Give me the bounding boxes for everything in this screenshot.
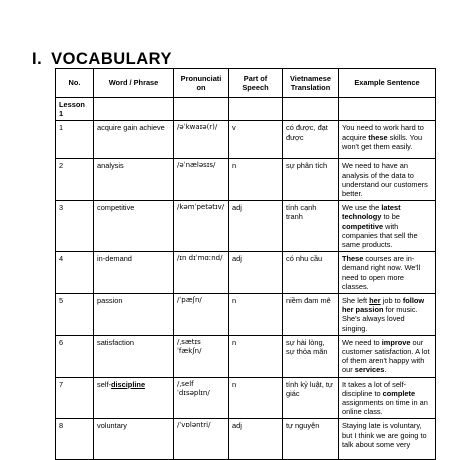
row-word: in-demand [94, 252, 174, 294]
example-emphasis: follow her passion [342, 296, 425, 315]
header-row [56, 69, 436, 98]
example-emphasis: competitive [342, 221, 384, 231]
row-vietnamese: có nhu cầu [283, 252, 339, 294]
example-text: We need to [342, 337, 382, 347]
lesson-row [56, 98, 436, 121]
header-word: Word / Phrase [94, 69, 174, 98]
example-emphasis: these [368, 132, 388, 142]
row-word: competitive [94, 201, 174, 252]
example-text: We need to have an analysis of the data to understand our customers better. [342, 161, 428, 199]
example-text: assignments on time in an online class. [342, 398, 428, 417]
header-pronunciation: Pronunciati on [174, 69, 229, 98]
row-vietnamese: niềm đam mê [283, 294, 339, 336]
row-pronunciation: /ˌself ˈdɪsəplɪn/ [174, 377, 229, 419]
example-text: skills. You won't get them easily. [342, 132, 423, 151]
example-text: We use the [342, 203, 382, 213]
section-heading [32, 50, 172, 69]
row-part-of-speech: adj [229, 419, 283, 460]
row-example [339, 419, 436, 460]
row-pronunciation: /ˌsætɪs ˈfækʃn/ [174, 335, 229, 377]
example-emphasis: complete [382, 388, 416, 398]
example-text: our customer satisfaction. A lot of them aren't happy with our [342, 337, 430, 375]
row-part-of-speech: n [229, 294, 283, 336]
row-part-of-speech: v [229, 121, 283, 159]
example-text: Staying late is voluntary, but I think we are going to talk about some very [342, 421, 427, 449]
row-number: 7 [56, 377, 94, 419]
example-text: with companies that sell the same products. [342, 221, 418, 250]
example-emphasis: latest technology [342, 203, 401, 222]
row-vietnamese: tự nguyện [283, 419, 339, 460]
row-example [339, 377, 436, 419]
lesson-empty-cell [174, 98, 229, 121]
row-word [94, 377, 174, 419]
example-text: courses are in-demand right now. We'll need to open more classes. [342, 254, 421, 291]
row-word: passion [94, 294, 174, 336]
example-text: for music. She's always loved singing. [342, 305, 418, 333]
row-vietnamese: tính cạnh tranh [283, 201, 339, 252]
row-pronunciation: /ˈvɒləntri/ [174, 419, 229, 460]
example-text: to be [381, 212, 400, 222]
lesson-empty-cell [283, 98, 339, 121]
table-row [56, 419, 436, 460]
header-part-of-speech: Part of Speech [229, 69, 283, 98]
word-emphasis: discipline [110, 379, 146, 389]
row-example [339, 201, 436, 252]
example-emphasis: her [369, 296, 381, 306]
table-row [56, 335, 436, 377]
row-word: analysis [94, 159, 174, 201]
row-word: acquire gain achieve [94, 121, 174, 159]
section-number: I. [32, 50, 43, 68]
row-number: 1 [56, 121, 94, 159]
example-emphasis: improve [381, 337, 411, 347]
section-title: VOCABULARY [51, 50, 172, 68]
row-word: satisfaction [94, 335, 174, 377]
lesson-empty-cell [94, 98, 174, 121]
example-text: She left [342, 296, 370, 306]
example-emphasis: services [354, 365, 385, 375]
row-vietnamese: tính kỷ luật, tự giác [283, 377, 339, 419]
table-row [56, 201, 436, 252]
row-example [339, 294, 436, 336]
table-row [56, 252, 436, 294]
row-part-of-speech: n [229, 377, 283, 419]
row-number: 3 [56, 201, 94, 252]
word-prefix: self- [97, 379, 111, 389]
table-row [56, 159, 436, 201]
table-row [56, 121, 436, 159]
example-text: . [384, 365, 387, 375]
row-pronunciation: /əˈkwaɪə(r)/ [174, 121, 229, 159]
header-vietnamese: Vietnamese Translation [283, 69, 339, 98]
lesson-empty-cell [229, 98, 283, 121]
example-emphasis: These [342, 254, 364, 264]
header-no: No. [56, 69, 94, 98]
row-part-of-speech: n [229, 159, 283, 201]
example-text: You need to work hard to acquire [342, 123, 424, 142]
row-example [339, 335, 436, 377]
table-row [56, 294, 436, 336]
row-example [339, 121, 436, 159]
row-number: 5 [56, 294, 94, 336]
row-example [339, 159, 436, 201]
row-part-of-speech: n [229, 335, 283, 377]
vocabulary-table [55, 68, 436, 460]
example-text: job to [380, 296, 403, 306]
row-word: voluntary [94, 419, 174, 460]
header-example: Example Sentence [339, 69, 436, 98]
row-pronunciation: /ɪn dɪˈmɑːnd/ [174, 252, 229, 294]
row-example [339, 252, 436, 294]
row-part-of-speech: adj [229, 201, 283, 252]
row-vietnamese: có được, đạt được [283, 121, 339, 159]
row-pronunciation: /kəmˈpetətɪv/ [174, 201, 229, 252]
row-number: 8 [56, 419, 94, 460]
row-number: 6 [56, 335, 94, 377]
row-number: 4 [56, 252, 94, 294]
table-row [56, 377, 436, 419]
row-vietnamese: sự phân tích [283, 159, 339, 201]
row-part-of-speech: adj [229, 252, 283, 294]
row-pronunciation: /əˈnæləsɪs/ [174, 159, 229, 201]
example-text: It takes a lot of self-discipline to [342, 379, 407, 398]
row-number: 2 [56, 159, 94, 201]
row-vietnamese: sự hài lòng, sự thỏa mãn [283, 335, 339, 377]
row-pronunciation: /ˈpæʃn/ [174, 294, 229, 336]
lesson-empty-cell [339, 98, 436, 121]
lesson-label: Lesson 1 [56, 98, 94, 121]
